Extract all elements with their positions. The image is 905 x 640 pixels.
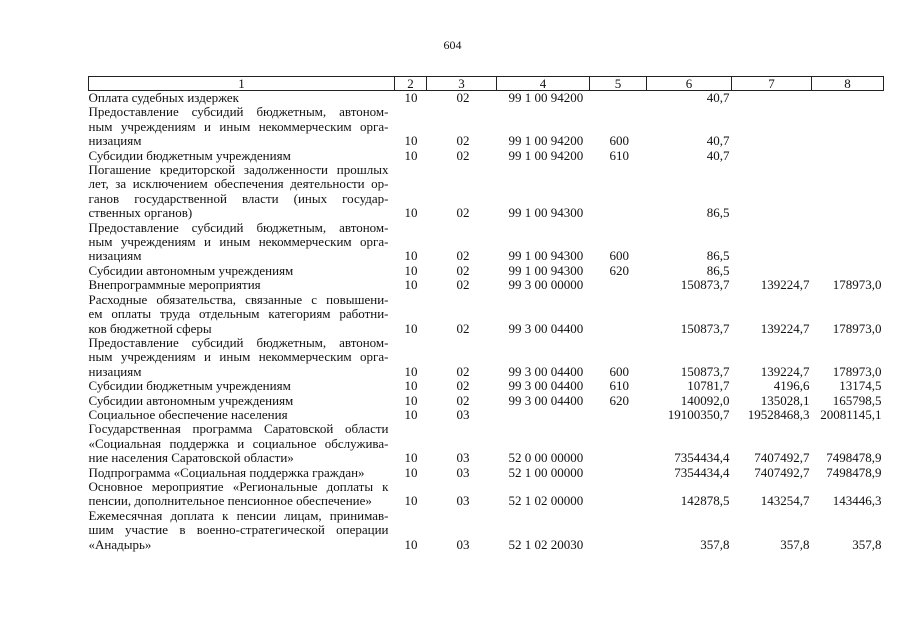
cell-c8: 20081145,1 xyxy=(820,406,882,422)
row-description xyxy=(89,264,395,278)
description-line: ным учреждениям и иным некоммерческим орга- xyxy=(88,118,389,134)
table-row xyxy=(89,105,884,148)
description-line: низациям xyxy=(88,248,142,264)
cell-c5: 620 xyxy=(609,392,629,408)
cell-c3: 03 xyxy=(456,464,470,480)
cell-c2: 10 xyxy=(404,536,418,552)
cell-c7: 135028,1 xyxy=(760,392,810,408)
cell-c6: 19100350,7 xyxy=(667,406,730,422)
cell-c5: 600 xyxy=(609,133,629,149)
cell-c3: 02 xyxy=(456,277,470,293)
cell-c6: 86,5 xyxy=(706,248,730,264)
cell-c6: 150873,7 xyxy=(680,277,730,293)
row-description xyxy=(89,91,395,106)
description-line: ным учреждениям и иным некоммерческим орга- xyxy=(88,349,389,365)
cell-c5 xyxy=(590,422,647,465)
table-row xyxy=(89,379,884,393)
cell-c2: 10 xyxy=(404,493,418,509)
cell-c2: 10 xyxy=(404,248,418,264)
cell-c4: 52 1 02 20030 xyxy=(508,536,584,552)
cell-c7 xyxy=(732,91,812,106)
cell-c7 xyxy=(732,105,812,148)
cell-c4: 99 1 00 94200 xyxy=(508,147,584,163)
cell-c8 xyxy=(812,91,884,106)
cell-c8: 178973,0 xyxy=(832,320,882,336)
table-row xyxy=(89,91,884,106)
cell-c8 xyxy=(812,105,884,148)
description-line: Предоставление субсидий бюджетным, автоном- xyxy=(88,219,389,235)
cell-c5 xyxy=(590,408,647,422)
cell-c7: 4196,6 xyxy=(773,378,810,394)
cell-c7 xyxy=(732,264,812,278)
cell-c3: 02 xyxy=(456,248,470,264)
column-header: 2 xyxy=(395,77,427,91)
cell-c3: 02 xyxy=(456,378,470,394)
cell-c4: 99 3 00 04400 xyxy=(508,320,584,336)
cell-c3: 03 xyxy=(456,406,470,422)
cell-c2: 10 xyxy=(404,277,418,293)
cell-c3: 02 xyxy=(456,205,470,221)
cell-c2: 10 xyxy=(404,320,418,336)
cell-c3: 02 xyxy=(456,392,470,408)
cell-c8: 178973,0 xyxy=(832,277,882,293)
table-row xyxy=(89,221,884,264)
cell-c4: 52 1 02 00000 xyxy=(508,493,584,509)
cell-c2: 10 xyxy=(404,450,418,466)
cell-c8 xyxy=(812,221,884,264)
cell-c2: 10 xyxy=(404,464,418,480)
description-line: Внепрограммные мероприятия xyxy=(88,277,261,293)
cell-c8: 143446,3 xyxy=(832,493,882,509)
description-line: лет, за исключением обеспечения деятельности ор- xyxy=(88,176,389,192)
cell-c6: 357,8 xyxy=(700,536,730,552)
description-line: Субсидии автономным учреждениям xyxy=(88,392,294,408)
cell-c7 xyxy=(732,221,812,264)
cell-c2: 10 xyxy=(404,90,418,105)
description-line: Предоставление субсидий бюджетным, автоном- xyxy=(88,104,389,120)
description-line: ганов государственной власти (иных государ- xyxy=(88,190,389,206)
description-line: Подпрограмма «Социальная поддержка граждан» xyxy=(88,464,365,480)
cell-c5 xyxy=(590,293,647,336)
description-line: Субсидии автономным учреждениям xyxy=(88,262,294,278)
cell-c7: 139224,7 xyxy=(760,363,810,379)
row-description xyxy=(89,422,395,465)
cell-c4: 52 0 00 00000 xyxy=(508,450,584,466)
description-line: низациям xyxy=(88,133,142,149)
cell-c3: 03 xyxy=(456,493,470,509)
cell-c8 xyxy=(812,264,884,278)
row-description xyxy=(89,379,395,393)
table-row xyxy=(89,422,884,465)
cell-c4: 99 3 00 04400 xyxy=(508,378,584,394)
cell-c7: 19528468,3 xyxy=(747,406,810,422)
description-line: Основное мероприятие «Региональные доплаты к xyxy=(88,478,389,494)
cell-c3: 02 xyxy=(456,90,470,105)
cell-c4: 99 3 00 00000 xyxy=(508,277,584,293)
cell-c2: 10 xyxy=(404,205,418,221)
cell-c5 xyxy=(590,480,647,509)
column-header: 1 xyxy=(89,77,395,91)
cell-c5 xyxy=(590,278,647,292)
cell-c2: 10 xyxy=(404,406,418,422)
cell-c4: 99 1 00 94200 xyxy=(508,90,584,105)
table-row xyxy=(89,293,884,336)
cell-c3: 02 xyxy=(456,262,470,278)
cell-c7: 357,8 xyxy=(780,536,810,552)
row-description xyxy=(89,278,395,292)
cell-c6: 40,7 xyxy=(706,90,730,105)
cell-c4: 99 1 00 94300 xyxy=(508,248,584,264)
cell-c5 xyxy=(590,163,647,221)
cell-c5: 610 xyxy=(609,378,629,394)
cell-c6: 150873,7 xyxy=(680,363,730,379)
cell-c3: 03 xyxy=(456,536,470,552)
cell-c4: 99 3 00 04400 xyxy=(508,392,584,408)
cell-c3: 02 xyxy=(456,320,470,336)
description-line: ние населения Саратовской области» xyxy=(88,450,294,466)
cell-c8 xyxy=(812,163,884,221)
cell-c3: 02 xyxy=(456,363,470,379)
cell-c4 xyxy=(497,408,590,422)
cell-c6: 142878,5 xyxy=(680,493,730,509)
cell-c7: 139224,7 xyxy=(760,320,810,336)
cell-c3: 03 xyxy=(456,450,470,466)
table-row xyxy=(89,466,884,480)
cell-c5 xyxy=(590,466,647,480)
cell-c5: 600 xyxy=(609,248,629,264)
cell-c3: 02 xyxy=(456,147,470,163)
table-row xyxy=(89,480,884,509)
cell-c6: 86,5 xyxy=(706,262,730,278)
cell-c6: 86,5 xyxy=(706,205,730,221)
description-line: ков бюджетной сферы xyxy=(88,320,212,336)
row-description xyxy=(89,408,395,422)
description-line: «Анадырь» xyxy=(88,536,152,552)
cell-c4: 52 1 00 00000 xyxy=(508,464,584,480)
description-line: Ежемесячная доплата к пенсии лицам, принимав- xyxy=(88,507,389,523)
cell-c2: 10 xyxy=(404,363,418,379)
cell-c6: 40,7 xyxy=(706,147,730,163)
cell-c6: 7354434,4 xyxy=(674,464,730,480)
cell-c7: 7407492,7 xyxy=(754,450,810,466)
row-description xyxy=(89,221,395,264)
cell-c6: 10781,7 xyxy=(687,378,730,394)
cell-c8: 7498478,9 xyxy=(826,464,882,480)
row-description xyxy=(89,480,395,509)
cell-c4: 99 1 00 94200 xyxy=(508,133,584,149)
description-line: Оплата судебных издержек xyxy=(88,90,239,105)
table-row xyxy=(89,278,884,292)
cell-c8: 165798,5 xyxy=(832,392,882,408)
cell-c2: 10 xyxy=(404,262,418,278)
cell-c3: 02 xyxy=(456,133,470,149)
row-description xyxy=(89,293,395,336)
cell-c6: 7354434,4 xyxy=(674,450,730,466)
cell-c2: 10 xyxy=(404,378,418,394)
row-description xyxy=(89,394,395,408)
row-description xyxy=(89,466,395,480)
cell-c8: 357,8 xyxy=(852,536,882,552)
cell-c4: 99 3 00 04400 xyxy=(508,363,584,379)
header-row xyxy=(89,77,884,91)
description-line: Расходные обязательства, связанные с повышени- xyxy=(88,291,389,307)
cell-c5 xyxy=(590,509,647,552)
cell-c6: 150873,7 xyxy=(680,320,730,336)
row-description xyxy=(89,163,395,221)
table-row xyxy=(89,408,884,422)
cell-c5: 600 xyxy=(609,363,629,379)
description-line: Социальное обеспечение населения xyxy=(88,406,288,422)
row-description xyxy=(89,509,395,552)
cell-c5: 620 xyxy=(609,262,629,278)
column-header: 5 xyxy=(590,77,647,91)
cell-c7 xyxy=(732,163,812,221)
description-line: пенсии, дополнительное пенсионное обеспечение» xyxy=(88,493,372,509)
description-line: «Социальная поддержка и социальное обслужива- xyxy=(88,435,389,451)
cell-c5 xyxy=(590,91,647,106)
table-row xyxy=(89,264,884,278)
cell-c7: 143254,7 xyxy=(760,493,810,509)
description-line: Погашение кредиторской задолженности прошлых xyxy=(88,162,389,178)
cell-c7: 7407492,7 xyxy=(754,464,810,480)
cell-c4: 99 1 00 94300 xyxy=(508,205,584,221)
cell-c8: 178973,0 xyxy=(832,363,882,379)
description-line: Субсидии бюджетным учреждениям xyxy=(88,378,291,394)
description-line: ным учреждениям и иным некоммерческим орга- xyxy=(88,234,389,250)
cell-c7: 139224,7 xyxy=(760,277,810,293)
cell-c8: 7498478,9 xyxy=(826,450,882,466)
cell-c5: 610 xyxy=(609,147,629,163)
description-line: Предоставление субсидий бюджетным, автоном- xyxy=(88,334,389,350)
table-row xyxy=(89,509,884,552)
column-header: 3 xyxy=(427,77,497,91)
cell-c8 xyxy=(812,149,884,163)
description-line: Государственная программа Саратовской области xyxy=(88,421,389,437)
column-header: 6 xyxy=(647,77,732,91)
cell-c4: 99 1 00 94300 xyxy=(508,262,584,278)
cell-c6: 140092,0 xyxy=(680,392,730,408)
column-header: 7 xyxy=(732,77,812,91)
table-row xyxy=(89,163,884,221)
description-line: низациям xyxy=(88,363,142,379)
description-line: ственных органов) xyxy=(88,205,193,221)
column-header: 8 xyxy=(812,77,884,91)
table-row xyxy=(89,149,884,163)
budget-table xyxy=(88,76,884,552)
description-line: шим участие в военно-стратегической операции xyxy=(88,522,389,538)
description-line: ем оплаты труда отдельным категориям работни- xyxy=(88,306,389,322)
cell-c8: 13174,5 xyxy=(839,378,882,394)
cell-c2: 10 xyxy=(404,392,418,408)
cell-c7 xyxy=(732,149,812,163)
row-description xyxy=(89,149,395,163)
cell-c6: 40,7 xyxy=(706,133,730,149)
table-row xyxy=(89,394,884,408)
column-header: 4 xyxy=(497,77,590,91)
cell-c2: 10 xyxy=(404,133,418,149)
row-description xyxy=(89,336,395,379)
table-row xyxy=(89,336,884,379)
description-line: Субсидии бюджетным учреждениям xyxy=(88,147,291,163)
row-description xyxy=(89,105,395,148)
cell-c2: 10 xyxy=(404,147,418,163)
page-number: 604 xyxy=(443,38,462,52)
